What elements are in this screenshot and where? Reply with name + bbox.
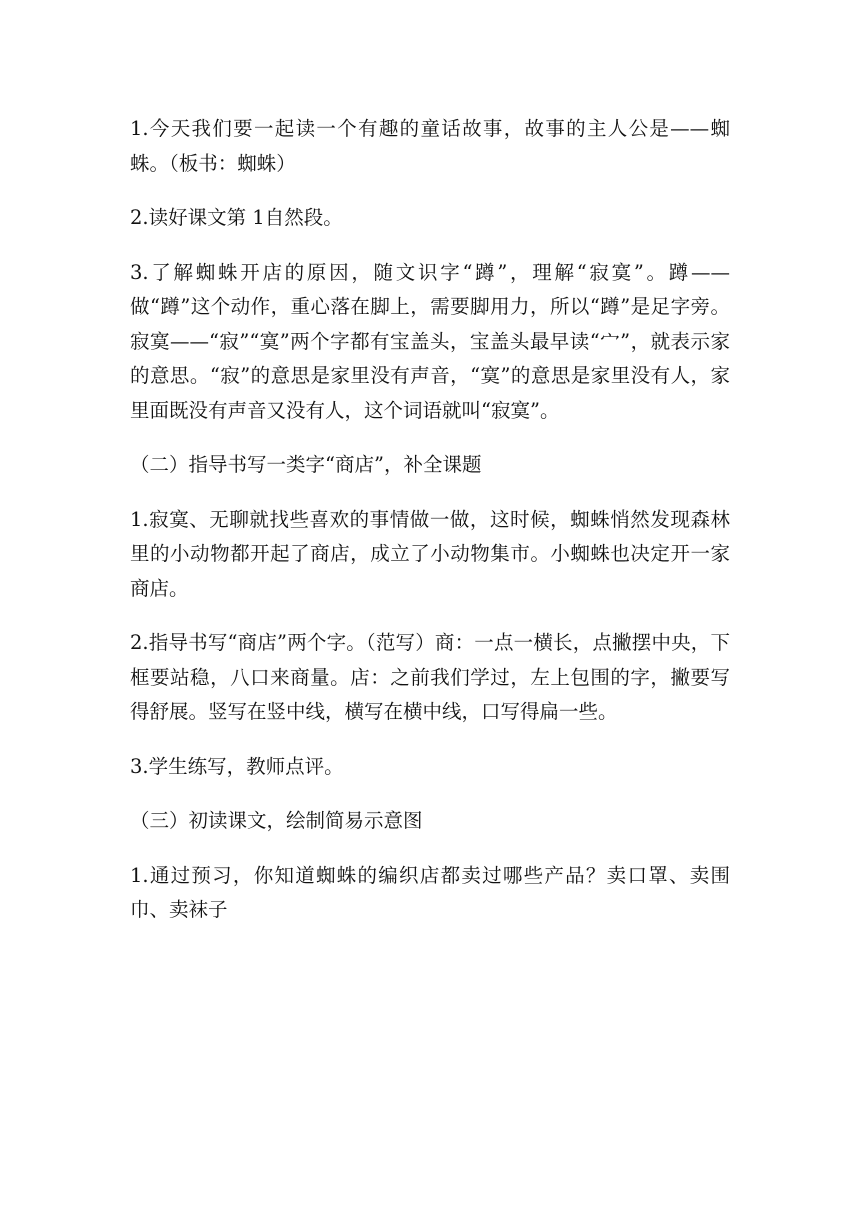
document-page [130, 112, 730, 948]
paragraph-lonely-shop: 1.寂寞、无聊就找些喜欢的事情做一做，这时候，蜘蛛悄然发现森林里的小动物都开起了商店，成立了小动物集市。小蜘蛛也决定开一家商店。 [130, 507, 730, 600]
section-heading-first-reading: （三）初读课文，绘制简易示意图 [130, 809, 423, 832]
paragraph-practice: 3.学生练写，教师点评。 [130, 754, 344, 778]
section-heading-writing: （二）指导书写一类字“商店”，补全课题 [130, 453, 482, 476]
paragraph-products: 1.通过预习，你知道蜘蛛的编织店都卖过哪些产品？卖口罩、卖围巾、卖袜子 [130, 863, 730, 921]
paragraph-vocabulary: 3.了解蜘蛛开店的原因，随文识字“蹲”，理解“寂寞”。蹲——做“蹲”这个动作，重心落在脚上，需要脚用力，所以“蹲”是足字旁。寂寞——“寂”“寞”两个字都有宝盖头，宝盖头最早读“宀”，就表示家的意思。“寂”的意思是家里没有声音，“寞”的意思是家里没有人，家里面既没有声音又没有人，这个词语就叫“寂寞”。 [130, 260, 730, 422]
paragraph-writing-guide: 2.指导书写“商店”两个字。（范写）商：一点一横长，点撇摆中央，下框要站稳，八口来商量。店：之前我们学过，左上包围的字，撇要写得舒展。竖写在竖中线，横写在横中线，口写得扁一些。 [130, 631, 730, 723]
paragraph-read-first-section: 2.读好课文第 1自然段。 [130, 206, 343, 229]
paragraph-intro: 1.今天我们要一起读一个有趣的童话故事，故事的主人公是——蜘蛛。（板书：蜘蛛） [130, 117, 730, 175]
